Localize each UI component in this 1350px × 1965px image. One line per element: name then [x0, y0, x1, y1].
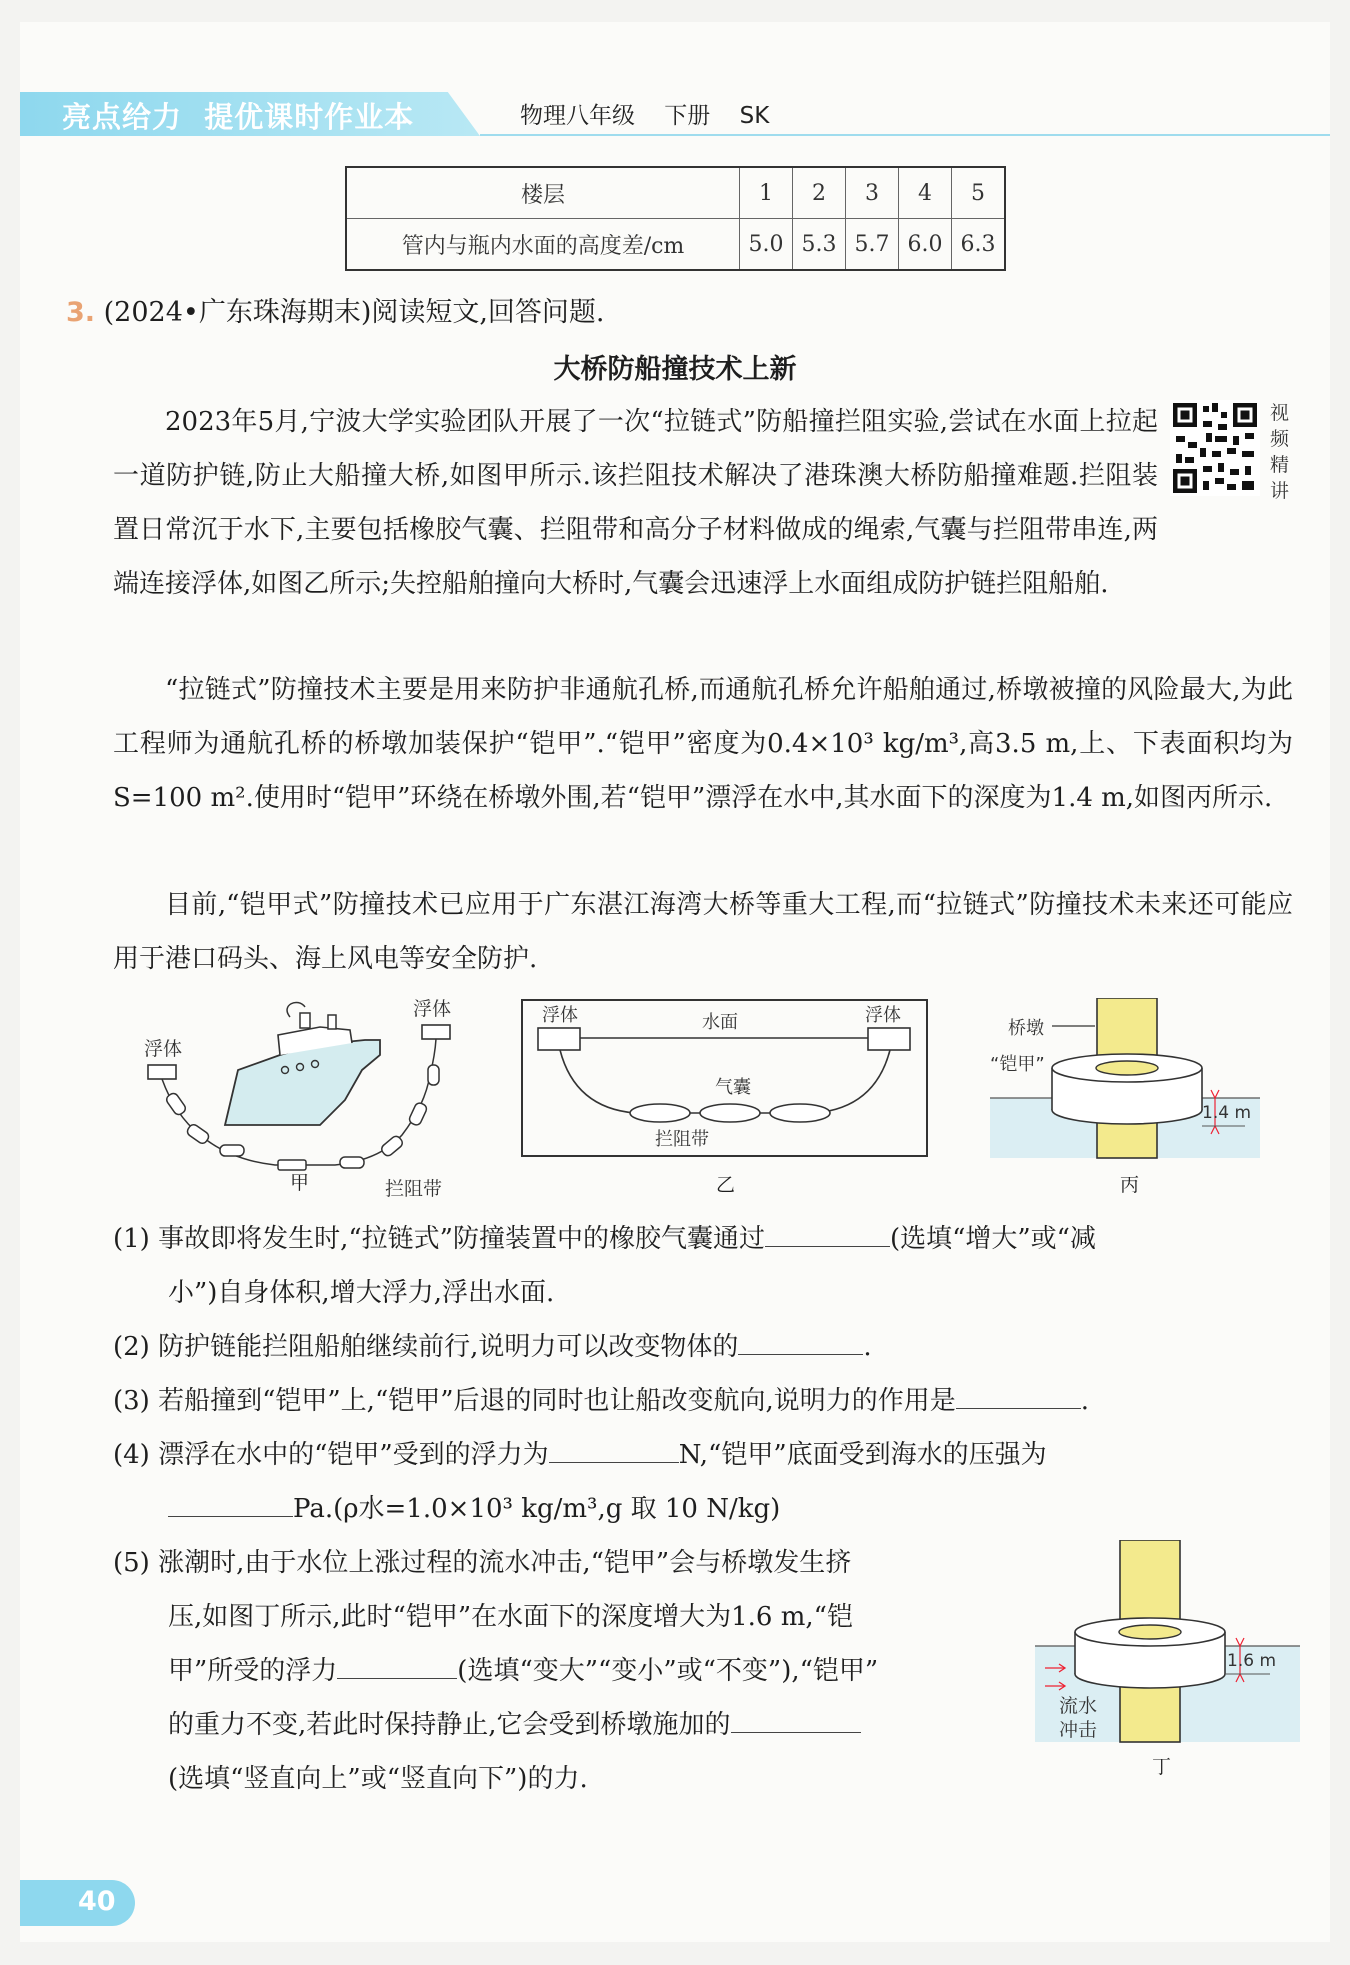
- q5-text: 甲”所受的浮力: [168, 1656, 338, 1686]
- water-surface-label: 水面: [702, 1012, 738, 1033]
- table-cell: 5.7: [846, 219, 899, 271]
- figure-ding: [1035, 1540, 1305, 1750]
- table-cell: 5.0: [740, 219, 793, 271]
- q5-text: 压,如图丁所示,此时“铠甲”在水面下的深度增大为1.6 m,“铠: [168, 1602, 853, 1632]
- table-cell: 2: [793, 167, 846, 219]
- q2-text: .: [863, 1332, 872, 1362]
- q2-text: (2) 防护链能拦阻船舶继续前行,说明力可以改变物体的: [113, 1332, 739, 1362]
- table-cell: 6.3: [952, 219, 1006, 271]
- table-cell: 4: [899, 167, 952, 219]
- q5-text: (选填“竖直向上”或“竖直向下”)的力.: [168, 1764, 588, 1794]
- depth-label: 1.4 m: [1202, 1103, 1251, 1123]
- article-title: 大桥防船撞技术上新: [553, 354, 797, 385]
- q1-text: 小”)自身体积,增大浮力,浮出水面.: [168, 1278, 555, 1308]
- q4-text: (4) 漂浮在水中的“铠甲”受到的浮力为: [113, 1440, 549, 1470]
- answer-blank-5b[interactable]: [731, 1706, 861, 1733]
- figure-caption-jia: 甲: [290, 1172, 310, 1194]
- q4-text: N,“铠甲”底面受到海水的压强为: [678, 1440, 1047, 1470]
- subject-label: 物理八年级 下册 SK: [520, 103, 770, 129]
- table-row: [346, 167, 1005, 219]
- subquestion-1: [113, 1212, 1293, 1320]
- figure-caption-yi: 乙: [716, 1174, 736, 1196]
- q5-text: (5) 涨潮时,由于水位上涨过程的流水冲击,“铠甲”会与桥墩发生挤: [113, 1548, 852, 1578]
- article-paragraph-1: 2023年5月,宁波大学实验团队开展了一次“拉链式”防船撞拦阻实验,尝试在水面上拉起一道防护链,防止大船撞大桥,如图甲所示.该拦阻技术解决了港珠澳大桥防船撞难题.拦阻装置日常沉于水下,主要包括橡胶气囊、拦阻带和高分子材料做成的绳索,气囊与拦阻带串连,两端连接浮体,如图乙所示;失控船舶撞向大桥时,气囊会迅速浮上水面组成防护链拦阻船舶.: [113, 407, 1158, 599]
- brand-title: 亮点给力 提优课时作业本: [62, 100, 415, 134]
- q5-text: 的重力不变,若此时保持静止,它会受到桥墩施加的: [168, 1710, 731, 1740]
- subquestion-3: [113, 1374, 1089, 1428]
- figure-caption-bing: 丙: [1120, 1174, 1140, 1196]
- figure-bing: [990, 998, 1290, 1168]
- q3-text: .: [1080, 1386, 1090, 1416]
- airbag-label: 气囊: [715, 1077, 751, 1098]
- article-paragraph-3: 目前,“铠甲式”防撞技术已应用于广东湛江海湾大桥等重大工程,而“拉链式”防撞技术未来还可能应用于港口码头、海上风电等安全防护.: [113, 890, 1293, 974]
- flow-label: 流水: [1059, 1695, 1098, 1717]
- float-label: 浮体: [865, 1005, 901, 1026]
- q1-text: (1) 事故即将发生时,“拉链式”防撞装置中的橡胶气囊通过: [113, 1224, 765, 1254]
- article-paragraph-2: “拉链式”防撞技术主要是用来防护非通航孔桥,而通航孔桥允许船舶通过,桥墩被撞的风险最大,为此工程师为通航孔桥的桥墩加装保护“铠甲”.“铠甲”密度为0.4×10³ kg/m³,高3.5 m,上、下表面积均为S=100 m².使用时“铠甲”环绕在桥墩外围,若“铠甲”漂浮在水中,其水面下的深度为1.4 m,如图丙所示.: [113, 675, 1293, 813]
- float-label: 浮体: [144, 1038, 183, 1060]
- figure-caption-ding: 丁: [1152, 1756, 1172, 1778]
- question-source: (2024•广东珠海期末)阅读短文,回答问题.: [103, 297, 605, 328]
- belt-label: 拦阻带: [655, 1129, 709, 1150]
- question-heading: [66, 290, 605, 329]
- subquestion-5: [113, 1536, 1033, 1806]
- table-cell: 1: [740, 167, 793, 219]
- q1-text: (选填“增大”或“减: [889, 1224, 1096, 1254]
- figure-yi: [520, 998, 930, 1158]
- table-header-height: 管内与瓶内水面的高度差/cm: [346, 219, 740, 271]
- table-cell: 6.0: [899, 219, 952, 271]
- floor-height-table: [345, 166, 1006, 271]
- table-header-floor: 楼层: [346, 167, 740, 219]
- belt-label: 拦阻带: [385, 1178, 443, 1200]
- q3-text: (3) 若船撞到“铠甲”上,“铠甲”后退的同时也让船改变航向,说明力的作用是: [113, 1386, 956, 1416]
- q5-text: (选填“变大”“变小”或“不变”),“铠甲”: [457, 1656, 879, 1686]
- page-number: 40: [78, 1886, 116, 1917]
- subquestion-4: [113, 1428, 1293, 1536]
- answer-blank-4b[interactable]: [168, 1490, 293, 1517]
- subquestion-2: [113, 1320, 872, 1374]
- header-divider: [480, 134, 1330, 136]
- question-number: 3.: [66, 297, 96, 328]
- answer-blank-1[interactable]: [765, 1220, 890, 1247]
- qr-video-label: 视频精讲: [1270, 402, 1290, 502]
- table-row: [346, 219, 1005, 271]
- answer-blank-5a[interactable]: [337, 1652, 457, 1679]
- q4-text: Pa.(ρ水=1.0×10³ kg/m³,g 取 10 N/kg): [293, 1494, 781, 1524]
- impact-label: 冲击: [1059, 1719, 1098, 1741]
- answer-blank-2[interactable]: [738, 1328, 863, 1355]
- qr-code-icon[interactable]: [1170, 400, 1260, 496]
- answer-blank-4a[interactable]: [549, 1436, 679, 1463]
- float-label: 浮体: [413, 998, 452, 1020]
- depth-label: 1.6 m: [1227, 1651, 1276, 1671]
- float-label: 浮体: [542, 1005, 578, 1026]
- table-cell: 5: [952, 167, 1006, 219]
- answer-blank-3[interactable]: [956, 1382, 1081, 1409]
- page-number-badge: [20, 1880, 135, 1926]
- table-cell: 3: [846, 167, 899, 219]
- table-cell: 5.3: [793, 219, 846, 271]
- pier-label: 桥墩: [1008, 1018, 1044, 1039]
- armor-label: “铠甲”: [990, 1054, 1045, 1075]
